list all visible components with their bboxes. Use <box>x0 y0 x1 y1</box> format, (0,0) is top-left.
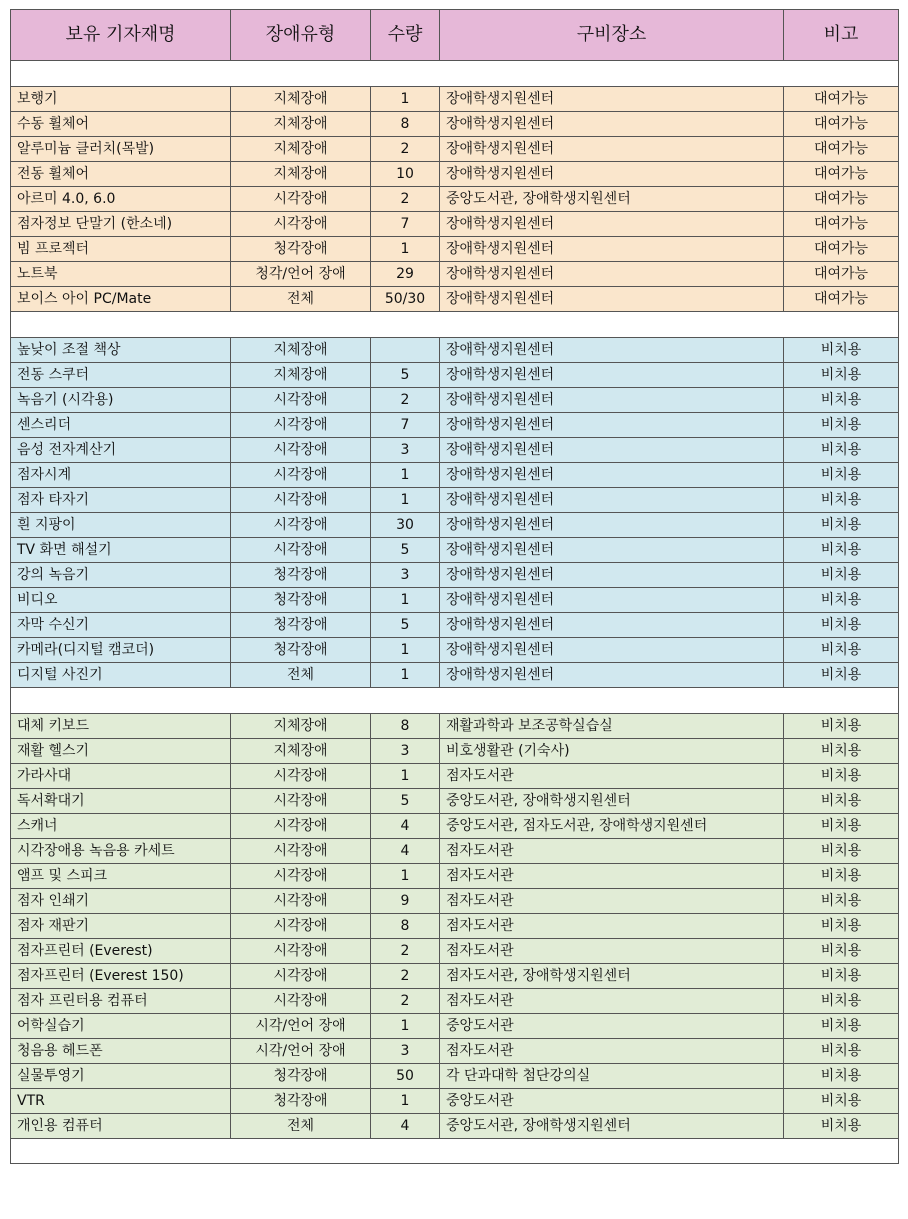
cell-name: 점자프린터 (Everest) <box>11 939 231 964</box>
cell-note: 비치용 <box>784 889 899 914</box>
cell-name: 노트북 <box>11 262 231 287</box>
table-row <box>11 814 899 839</box>
cell-name: 점자 인쇄기 <box>11 889 231 914</box>
cell-location: 장애학생지원센터 <box>440 338 784 363</box>
cell-location: 장애학생지원센터 <box>440 287 784 312</box>
cell-note: 비치용 <box>784 1064 899 1089</box>
group-spacer-row <box>11 312 899 338</box>
cell-qty: 30 <box>371 513 440 538</box>
cell-note: 대여가능 <box>784 137 899 162</box>
cell-name: 흰 지팡이 <box>11 513 231 538</box>
cell-name: 알루미늄 클러치(목발) <box>11 137 231 162</box>
cell-location: 점자도서관 <box>440 989 784 1014</box>
cell-name: 대체 키보드 <box>11 714 231 739</box>
cell-name: 스캐너 <box>11 814 231 839</box>
cell-note: 비치용 <box>784 588 899 613</box>
cell-type: 전체 <box>231 1114 371 1139</box>
cell-qty: 1 <box>371 638 440 663</box>
cell-qty: 4 <box>371 1114 440 1139</box>
cell-name: 점자정보 단말기 (한소네) <box>11 212 231 237</box>
cell-qty: 1 <box>371 463 440 488</box>
cell-note: 비치용 <box>784 663 899 688</box>
group-spacer-row <box>11 688 899 714</box>
table-row <box>11 663 899 688</box>
cell-location: 중앙도서관, 점자도서관, 장애학생지원센터 <box>440 814 784 839</box>
cell-type: 청각장애 <box>231 638 371 663</box>
cell-type: 청각/언어 장애 <box>231 262 371 287</box>
table-row <box>11 187 899 212</box>
cell-qty: 1 <box>371 87 440 112</box>
cell-note: 비치용 <box>784 864 899 889</box>
cell-type: 시각장애 <box>231 438 371 463</box>
cell-location: 장애학생지원센터 <box>440 363 784 388</box>
table-row <box>11 764 899 789</box>
cell-name: 독서확대기 <box>11 789 231 814</box>
header-note: 비고 <box>784 10 899 61</box>
cell-location: 장애학생지원센터 <box>440 663 784 688</box>
cell-qty: 8 <box>371 914 440 939</box>
cell-type: 청각장애 <box>231 613 371 638</box>
cell-name: 재활 헬스기 <box>11 739 231 764</box>
cell-type: 시각장애 <box>231 513 371 538</box>
cell-location: 장애학생지원센터 <box>440 563 784 588</box>
cell-note: 비치용 <box>784 538 899 563</box>
header-name: 보유 기자재명 <box>11 10 231 61</box>
table-row <box>11 488 899 513</box>
cell-type: 지체장애 <box>231 739 371 764</box>
cell-qty: 8 <box>371 714 440 739</box>
cell-type: 시각장애 <box>231 889 371 914</box>
cell-note: 대여가능 <box>784 187 899 212</box>
cell-type: 지체장애 <box>231 137 371 162</box>
table-row <box>11 964 899 989</box>
table-row <box>11 87 899 112</box>
cell-location: 장애학생지원센터 <box>440 388 784 413</box>
cell-qty: 5 <box>371 363 440 388</box>
cell-location: 장애학생지원센터 <box>440 588 784 613</box>
cell-qty: 9 <box>371 889 440 914</box>
cell-location: 점자도서관 <box>440 1039 784 1064</box>
table-body <box>11 61 899 1164</box>
cell-type: 시각장애 <box>231 864 371 889</box>
table-row <box>11 989 899 1014</box>
cell-type: 시각장애 <box>231 538 371 563</box>
cell-note: 비치용 <box>784 764 899 789</box>
cell-location: 장애학생지원센터 <box>440 162 784 187</box>
cell-location: 비호생활관 (기숙사) <box>440 739 784 764</box>
cell-name: 센스리더 <box>11 413 231 438</box>
table-row <box>11 413 899 438</box>
cell-note: 비치용 <box>784 714 899 739</box>
cell-note: 비치용 <box>784 513 899 538</box>
cell-qty <box>371 338 440 363</box>
cell-type: 청각장애 <box>231 1089 371 1114</box>
cell-type: 시각장애 <box>231 413 371 438</box>
table-row <box>11 237 899 262</box>
cell-location: 장애학생지원센터 <box>440 262 784 287</box>
cell-note: 대여가능 <box>784 287 899 312</box>
table-row <box>11 463 899 488</box>
cell-qty: 5 <box>371 538 440 563</box>
cell-qty: 4 <box>371 839 440 864</box>
group-spacer-row <box>11 61 899 87</box>
cell-name: 점자프린터 (Everest 150) <box>11 964 231 989</box>
table-row <box>11 1039 899 1064</box>
cell-qty: 7 <box>371 212 440 237</box>
table-row <box>11 864 899 889</box>
cell-note: 대여가능 <box>784 237 899 262</box>
table-row <box>11 287 899 312</box>
cell-location: 장애학생지원센터 <box>440 638 784 663</box>
cell-qty: 10 <box>371 162 440 187</box>
cell-name: VTR <box>11 1089 231 1114</box>
cell-type: 시각/언어 장애 <box>231 1039 371 1064</box>
cell-note: 비치용 <box>784 438 899 463</box>
cell-name: 어학실습기 <box>11 1014 231 1039</box>
spacer-cell <box>11 688 899 714</box>
table-row <box>11 1064 899 1089</box>
cell-qty: 3 <box>371 438 440 463</box>
cell-type: 시각장애 <box>231 964 371 989</box>
cell-note: 비치용 <box>784 1014 899 1039</box>
cell-type: 전체 <box>231 287 371 312</box>
cell-qty: 3 <box>371 1039 440 1064</box>
table-row <box>11 613 899 638</box>
cell-location: 재활과학과 보조공학실습실 <box>440 714 784 739</box>
cell-type: 시각장애 <box>231 388 371 413</box>
cell-qty: 1 <box>371 488 440 513</box>
table-row <box>11 388 899 413</box>
cell-qty: 4 <box>371 814 440 839</box>
cell-qty: 1 <box>371 663 440 688</box>
cell-type: 지체장애 <box>231 112 371 137</box>
cell-name: 앰프 및 스피크 <box>11 864 231 889</box>
cell-type: 시각장애 <box>231 764 371 789</box>
cell-qty: 8 <box>371 112 440 137</box>
cell-type: 청각장애 <box>231 588 371 613</box>
header-location: 구비장소 <box>440 10 784 61</box>
cell-type: 전체 <box>231 663 371 688</box>
cell-type: 지체장애 <box>231 338 371 363</box>
table-row <box>11 839 899 864</box>
table-row <box>11 588 899 613</box>
cell-type: 시각장애 <box>231 989 371 1014</box>
table-row <box>11 112 899 137</box>
equipment-table <box>10 9 899 1164</box>
cell-type: 지체장애 <box>231 714 371 739</box>
cell-location: 장애학생지원센터 <box>440 87 784 112</box>
cell-name: 수동 휠체어 <box>11 112 231 137</box>
cell-name: 시각장애용 녹음용 카세트 <box>11 839 231 864</box>
cell-note: 비치용 <box>784 363 899 388</box>
cell-name: 녹음기 (시각용) <box>11 388 231 413</box>
cell-type: 청각장애 <box>231 1064 371 1089</box>
cell-location: 점자도서관 <box>440 914 784 939</box>
cell-note: 비치용 <box>784 1089 899 1114</box>
cell-type: 시각장애 <box>231 914 371 939</box>
table-row <box>11 1114 899 1139</box>
cell-name: 개인용 컴퓨터 <box>11 1114 231 1139</box>
cell-note: 비치용 <box>784 914 899 939</box>
cell-note: 비치용 <box>784 739 899 764</box>
table-row <box>11 338 899 363</box>
cell-location: 중앙도서관 <box>440 1089 784 1114</box>
cell-name: 자막 수신기 <box>11 613 231 638</box>
table-row <box>11 1089 899 1114</box>
cell-location: 중앙도서관 <box>440 1014 784 1039</box>
cell-name: 점자시계 <box>11 463 231 488</box>
table-row <box>11 739 899 764</box>
cell-location: 중앙도서관, 장애학생지원센터 <box>440 187 784 212</box>
cell-qty: 7 <box>371 413 440 438</box>
cell-qty: 3 <box>371 563 440 588</box>
cell-name: 보행기 <box>11 87 231 112</box>
cell-qty: 50 <box>371 1064 440 1089</box>
cell-location: 점자도서관 <box>440 939 784 964</box>
cell-qty: 2 <box>371 187 440 212</box>
cell-type: 시각장애 <box>231 212 371 237</box>
cell-note: 비치용 <box>784 939 899 964</box>
table-row <box>11 914 899 939</box>
cell-type: 지체장애 <box>231 87 371 112</box>
cell-type: 시각장애 <box>231 187 371 212</box>
table-row <box>11 638 899 663</box>
table-row <box>11 563 899 588</box>
cell-qty: 1 <box>371 1089 440 1114</box>
table-row <box>11 137 899 162</box>
cell-note: 비치용 <box>784 989 899 1014</box>
cell-location: 중앙도서관, 장애학생지원센터 <box>440 1114 784 1139</box>
cell-note: 대여가능 <box>784 262 899 287</box>
cell-note: 비치용 <box>784 563 899 588</box>
cell-name: 빔 프로젝터 <box>11 237 231 262</box>
cell-type: 시각장애 <box>231 463 371 488</box>
cell-location: 점자도서관 <box>440 889 784 914</box>
cell-note: 비치용 <box>784 1039 899 1064</box>
cell-note: 비치용 <box>784 814 899 839</box>
cell-type: 청각장애 <box>231 237 371 262</box>
cell-name: 청음용 헤드폰 <box>11 1039 231 1064</box>
cell-qty: 1 <box>371 237 440 262</box>
cell-qty: 1 <box>371 864 440 889</box>
table-row <box>11 438 899 463</box>
cell-qty: 1 <box>371 764 440 789</box>
cell-name: 가라사대 <box>11 764 231 789</box>
cell-location: 장애학생지원센터 <box>440 438 784 463</box>
cell-name: 전동 휠체어 <box>11 162 231 187</box>
cell-name: 점자 재판기 <box>11 914 231 939</box>
header-row <box>11 10 899 61</box>
cell-note: 대여가능 <box>784 87 899 112</box>
table-row <box>11 789 899 814</box>
cell-location: 점자도서관 <box>440 839 784 864</box>
cell-qty: 2 <box>371 137 440 162</box>
cell-note: 비치용 <box>784 413 899 438</box>
cell-name: TV 화면 해설기 <box>11 538 231 563</box>
cell-note: 비치용 <box>784 488 899 513</box>
cell-location: 장애학생지원센터 <box>440 488 784 513</box>
cell-name: 카메라(디지털 캠코더) <box>11 638 231 663</box>
cell-name: 디지털 사진기 <box>11 663 231 688</box>
cell-name: 아르미 4.0, 6.0 <box>11 187 231 212</box>
table-row <box>11 162 899 187</box>
cell-location: 장애학생지원센터 <box>440 413 784 438</box>
cell-location: 장애학생지원센터 <box>440 538 784 563</box>
cell-qty: 1 <box>371 1014 440 1039</box>
cell-qty: 2 <box>371 388 440 413</box>
cell-location: 중앙도서관, 장애학생지원센터 <box>440 789 784 814</box>
table-row <box>11 1014 899 1039</box>
table-row <box>11 212 899 237</box>
cell-name: 점자 타자기 <box>11 488 231 513</box>
cell-location: 장애학생지원센터 <box>440 513 784 538</box>
header-type: 장애유형 <box>231 10 371 61</box>
cell-type: 청각장애 <box>231 563 371 588</box>
group-spacer-row <box>11 1139 899 1164</box>
cell-qty: 5 <box>371 789 440 814</box>
cell-note: 비치용 <box>784 463 899 488</box>
cell-type: 시각장애 <box>231 789 371 814</box>
cell-name: 보이스 아이 PC/Mate <box>11 287 231 312</box>
cell-type: 시각장애 <box>231 939 371 964</box>
cell-name: 실물투영기 <box>11 1064 231 1089</box>
cell-qty: 1 <box>371 588 440 613</box>
cell-note: 비치용 <box>784 613 899 638</box>
cell-location: 점자도서관, 장애학생지원센터 <box>440 964 784 989</box>
cell-location: 점자도서관 <box>440 764 784 789</box>
cell-type: 시각장애 <box>231 839 371 864</box>
cell-qty: 50/30 <box>371 287 440 312</box>
cell-type: 시각/언어 장애 <box>231 1014 371 1039</box>
cell-name: 높낮이 조절 책상 <box>11 338 231 363</box>
cell-type: 시각장애 <box>231 488 371 513</box>
table-row <box>11 538 899 563</box>
table-row <box>11 939 899 964</box>
cell-name: 비디오 <box>11 588 231 613</box>
cell-note: 비치용 <box>784 638 899 663</box>
cell-type: 시각장애 <box>231 814 371 839</box>
cell-note: 비치용 <box>784 789 899 814</box>
cell-type: 지체장애 <box>231 162 371 187</box>
cell-name: 점자 프린터용 컴퓨터 <box>11 989 231 1014</box>
table-row <box>11 714 899 739</box>
cell-qty: 5 <box>371 613 440 638</box>
cell-location: 각 단과대학 첨단강의실 <box>440 1064 784 1089</box>
cell-type: 지체장애 <box>231 363 371 388</box>
cell-note: 비치용 <box>784 1114 899 1139</box>
cell-location: 점자도서관 <box>440 864 784 889</box>
cell-name: 음성 전자계산기 <box>11 438 231 463</box>
cell-note: 대여가능 <box>784 162 899 187</box>
cell-note: 비치용 <box>784 388 899 413</box>
cell-qty: 2 <box>371 989 440 1014</box>
cell-note: 비치용 <box>784 839 899 864</box>
spacer-cell <box>11 1139 899 1164</box>
cell-note: 대여가능 <box>784 212 899 237</box>
cell-location: 장애학생지원센터 <box>440 463 784 488</box>
cell-location: 장애학생지원센터 <box>440 112 784 137</box>
cell-name: 전동 스쿠터 <box>11 363 231 388</box>
cell-location: 장애학생지원센터 <box>440 137 784 162</box>
cell-location: 장애학생지원센터 <box>440 212 784 237</box>
spacer-cell <box>11 61 899 87</box>
table-row <box>11 262 899 287</box>
header-qty: 수량 <box>371 10 440 61</box>
cell-note: 비치용 <box>784 338 899 363</box>
cell-qty: 2 <box>371 964 440 989</box>
table-row <box>11 363 899 388</box>
cell-location: 장애학생지원센터 <box>440 237 784 262</box>
table-row <box>11 513 899 538</box>
cell-location: 장애학생지원센터 <box>440 613 784 638</box>
cell-note: 대여가능 <box>784 112 899 137</box>
cell-note: 비치용 <box>784 964 899 989</box>
spacer-cell <box>11 312 899 338</box>
cell-qty: 3 <box>371 739 440 764</box>
cell-name: 강의 녹음기 <box>11 563 231 588</box>
cell-qty: 29 <box>371 262 440 287</box>
table-row <box>11 889 899 914</box>
cell-qty: 2 <box>371 939 440 964</box>
